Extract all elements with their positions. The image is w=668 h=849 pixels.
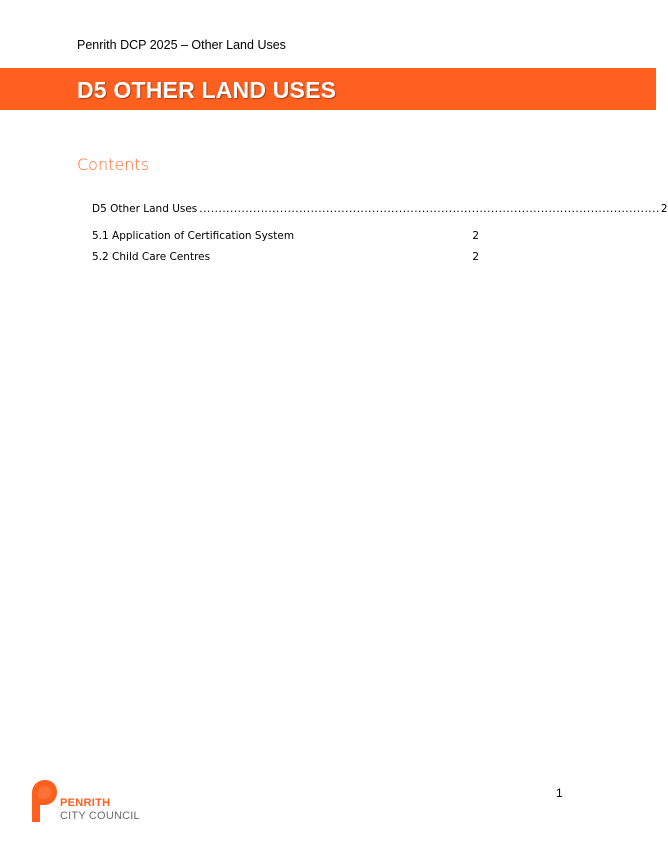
page-title: D5 OTHER LAND USES <box>77 77 337 103</box>
toc-entry-label: D5 Other Land Uses <box>92 203 198 215</box>
toc-entry-label: 5.2 Child Care Centres <box>92 251 211 263</box>
toc-entry-5-2[interactable] <box>92 251 479 263</box>
toc-entry-page: 2 <box>472 230 479 242</box>
running-header: Penrith DCP 2025 – Other Land Uses <box>77 38 286 52</box>
toc-dot-leader: ........................................................................................................................ <box>199 203 660 215</box>
penrith-p-logo-icon <box>28 778 58 824</box>
logo-text-city-council: CITY COUNCIL <box>60 810 140 822</box>
title-banner <box>0 68 656 110</box>
toc-entry-d5[interactable] <box>92 203 668 215</box>
logo-text-penrith: PENRITH <box>60 797 111 809</box>
council-logo <box>28 778 158 828</box>
page-number: 1 <box>556 786 563 800</box>
toc-entry-page: 2 <box>660 203 668 215</box>
toc-entry-5-1[interactable] <box>92 230 479 242</box>
toc-entry-page: 2 <box>472 251 479 263</box>
contents-heading: Contents <box>77 155 149 174</box>
toc-entry-label: 5.1 Application of Certification System <box>92 230 295 242</box>
